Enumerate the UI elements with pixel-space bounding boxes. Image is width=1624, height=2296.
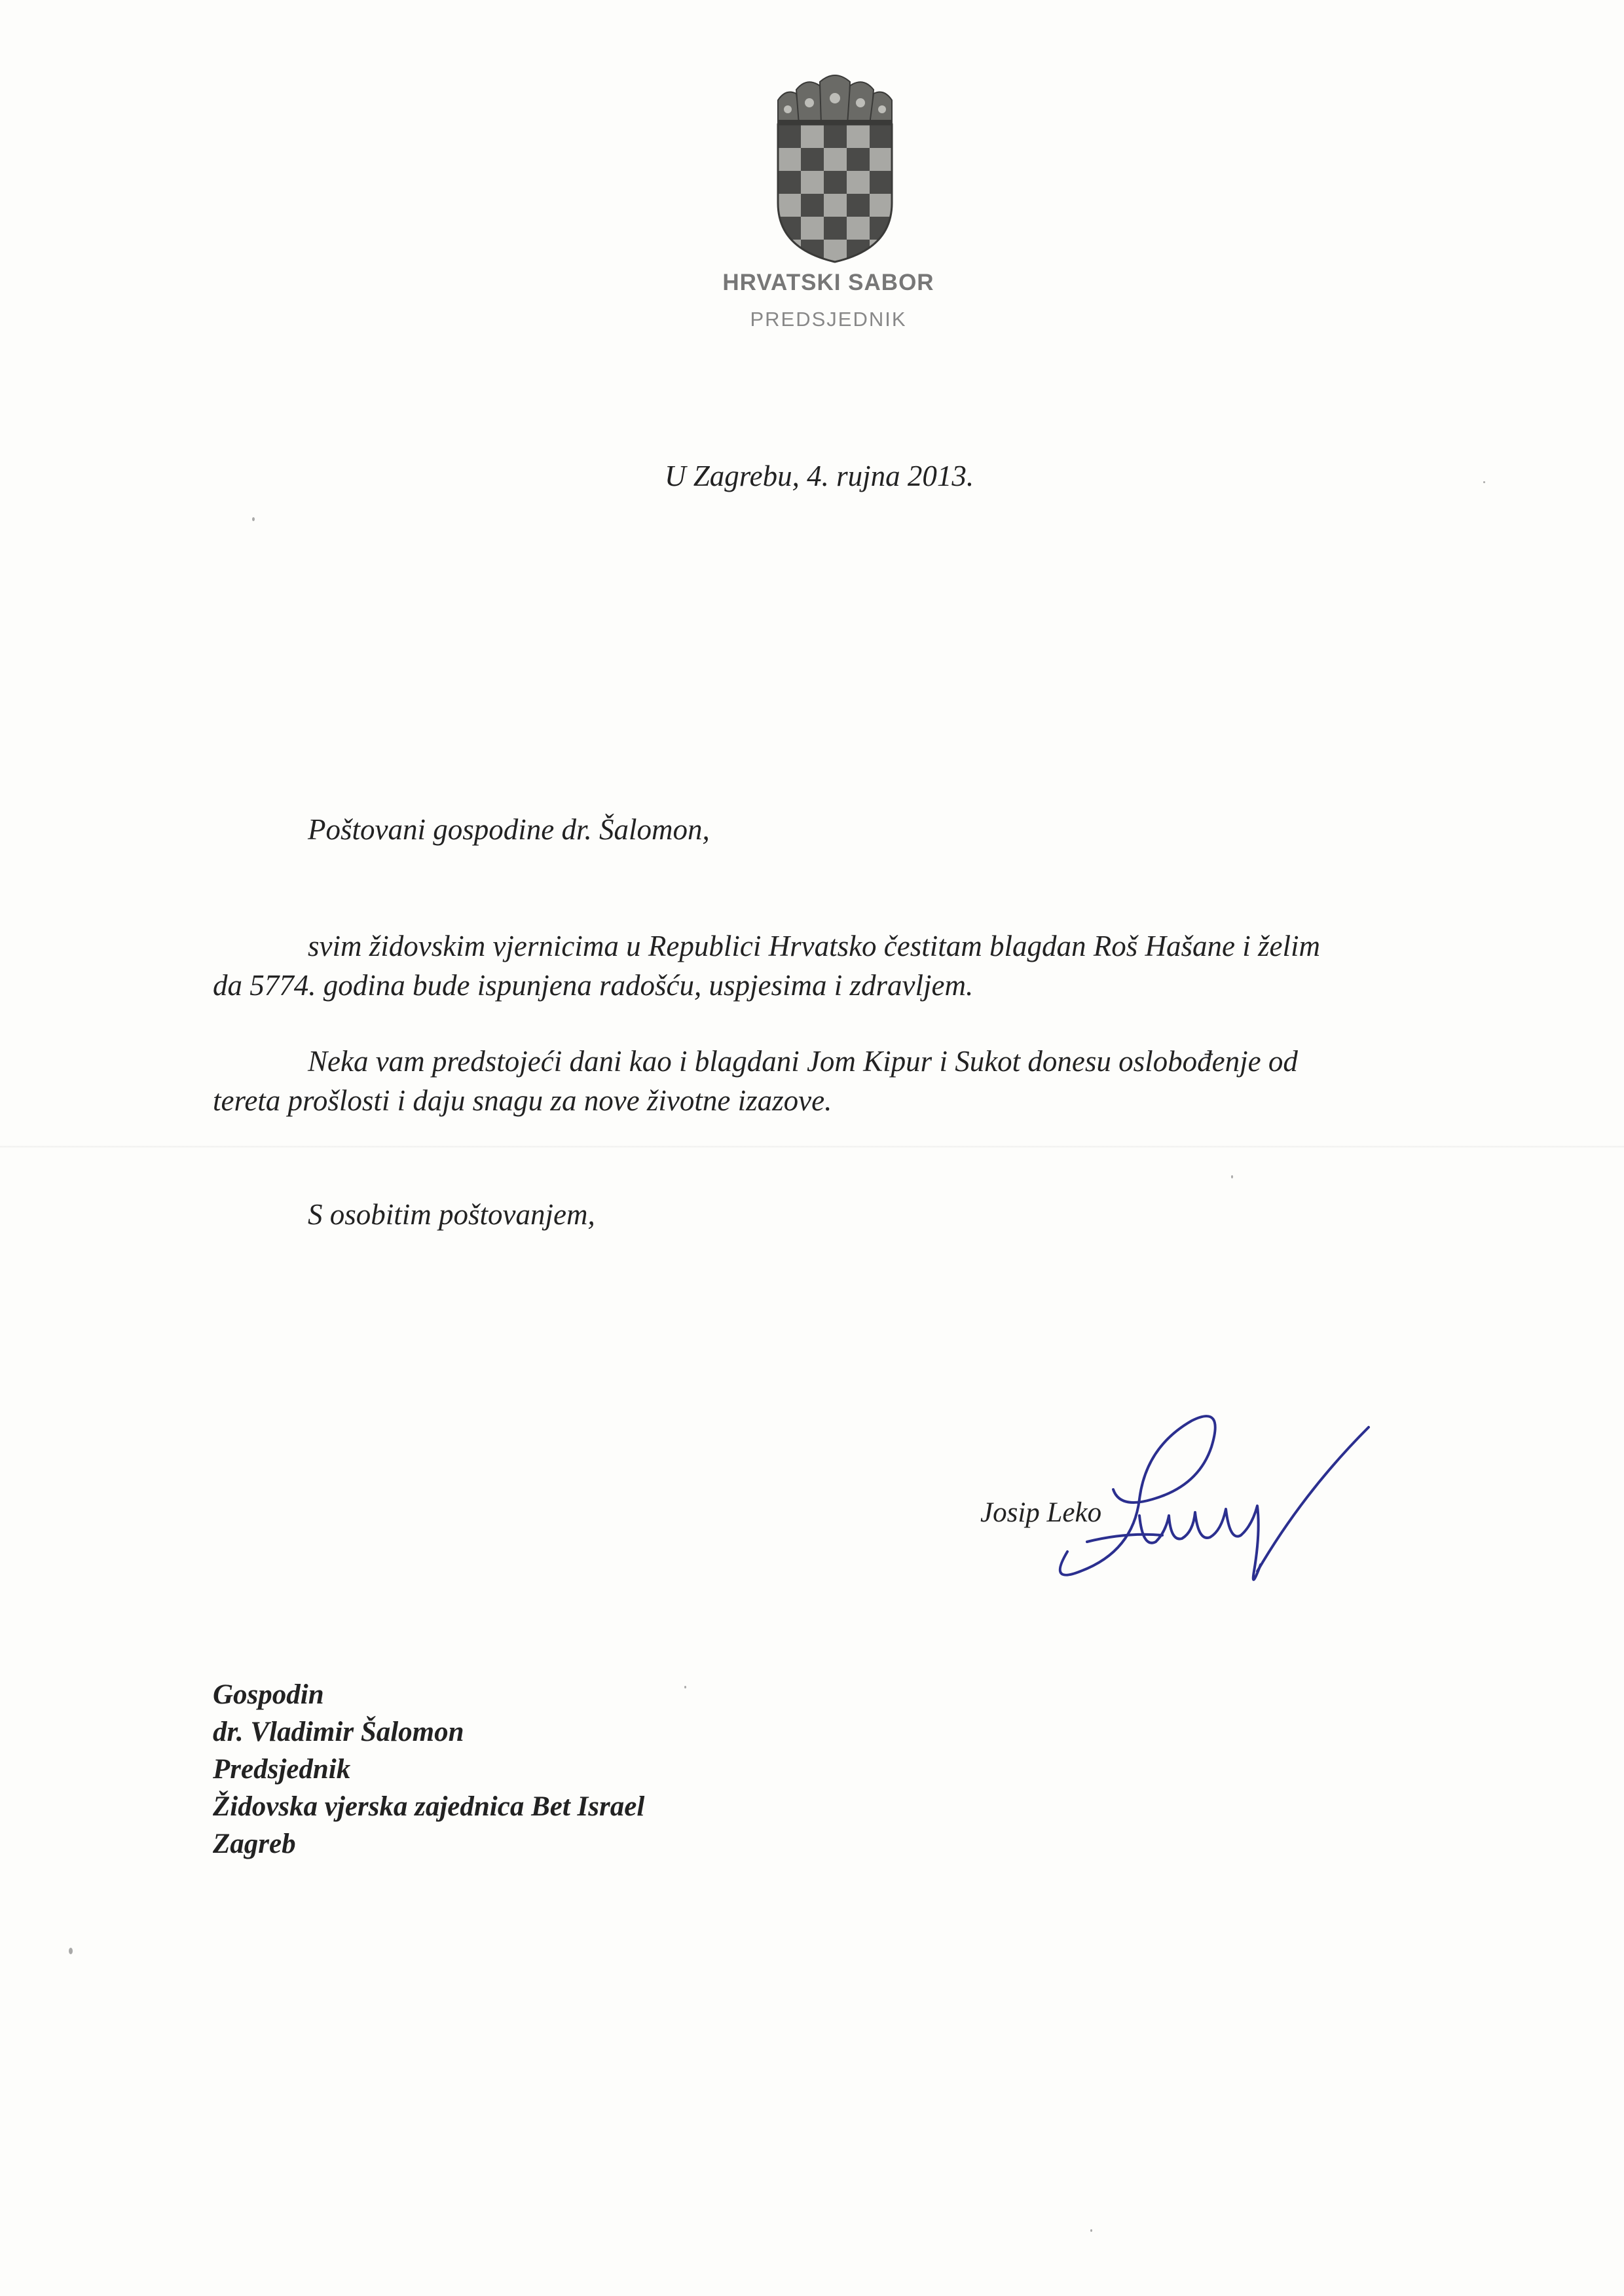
scan-speck	[252, 517, 255, 521]
paper-fold	[0, 1146, 1624, 1148]
coat-of-arms-emblem	[766, 62, 904, 265]
paragraph-2-line-1: Neka vam predstojeći dani kao i blagdani Jom Kipur i Sukot donesu oslobođenje od	[308, 1045, 1298, 1078]
closing-phrase: S osobitim poštovanjem,	[308, 1198, 595, 1231]
paragraph-2-line-2: tereta prošlosti i daju snagu za nove životne izazove.	[213, 1084, 832, 1117]
paragraph-1-line-1: svim židovskim vjernicima u Republici Hrvatsko čestitam blagdan Roš Hašane i želim	[308, 930, 1320, 962]
addressee-block	[213, 1676, 644, 1863]
signer-name: Josip Leko	[980, 1497, 1102, 1528]
paragraph-1-line-2: da 5774. godina bude ispunjena radošću, uspjesima i zdravljem.	[213, 969, 974, 1002]
scan-speck	[69, 1948, 73, 1954]
addressee-position: Predsjednik	[213, 1754, 351, 1785]
scan-speck	[1231, 1175, 1233, 1178]
addressee-city: Zagreb	[213, 1829, 296, 1859]
addressee-name: dr. Vladimir Šalomon	[213, 1717, 464, 1747]
letter-date: U Zagrebu, 4. rujna 2013.	[665, 460, 974, 492]
scan-speck	[1090, 2229, 1092, 2232]
salutation: Poštovani gospodine dr. Šalomon,	[308, 813, 710, 846]
org-name: HRVATSKI SABOR	[722, 270, 934, 295]
org-role: PREDSJEDNIK	[750, 308, 907, 331]
scan-speck	[1483, 481, 1485, 483]
handwritten-signature	[1041, 1375, 1382, 1611]
scan-speck	[684, 1686, 686, 1688]
addressee-organization: Židovska vjerska zajednica Bet Israel	[213, 1791, 645, 1822]
addressee-title: Gospodin	[213, 1679, 324, 1710]
